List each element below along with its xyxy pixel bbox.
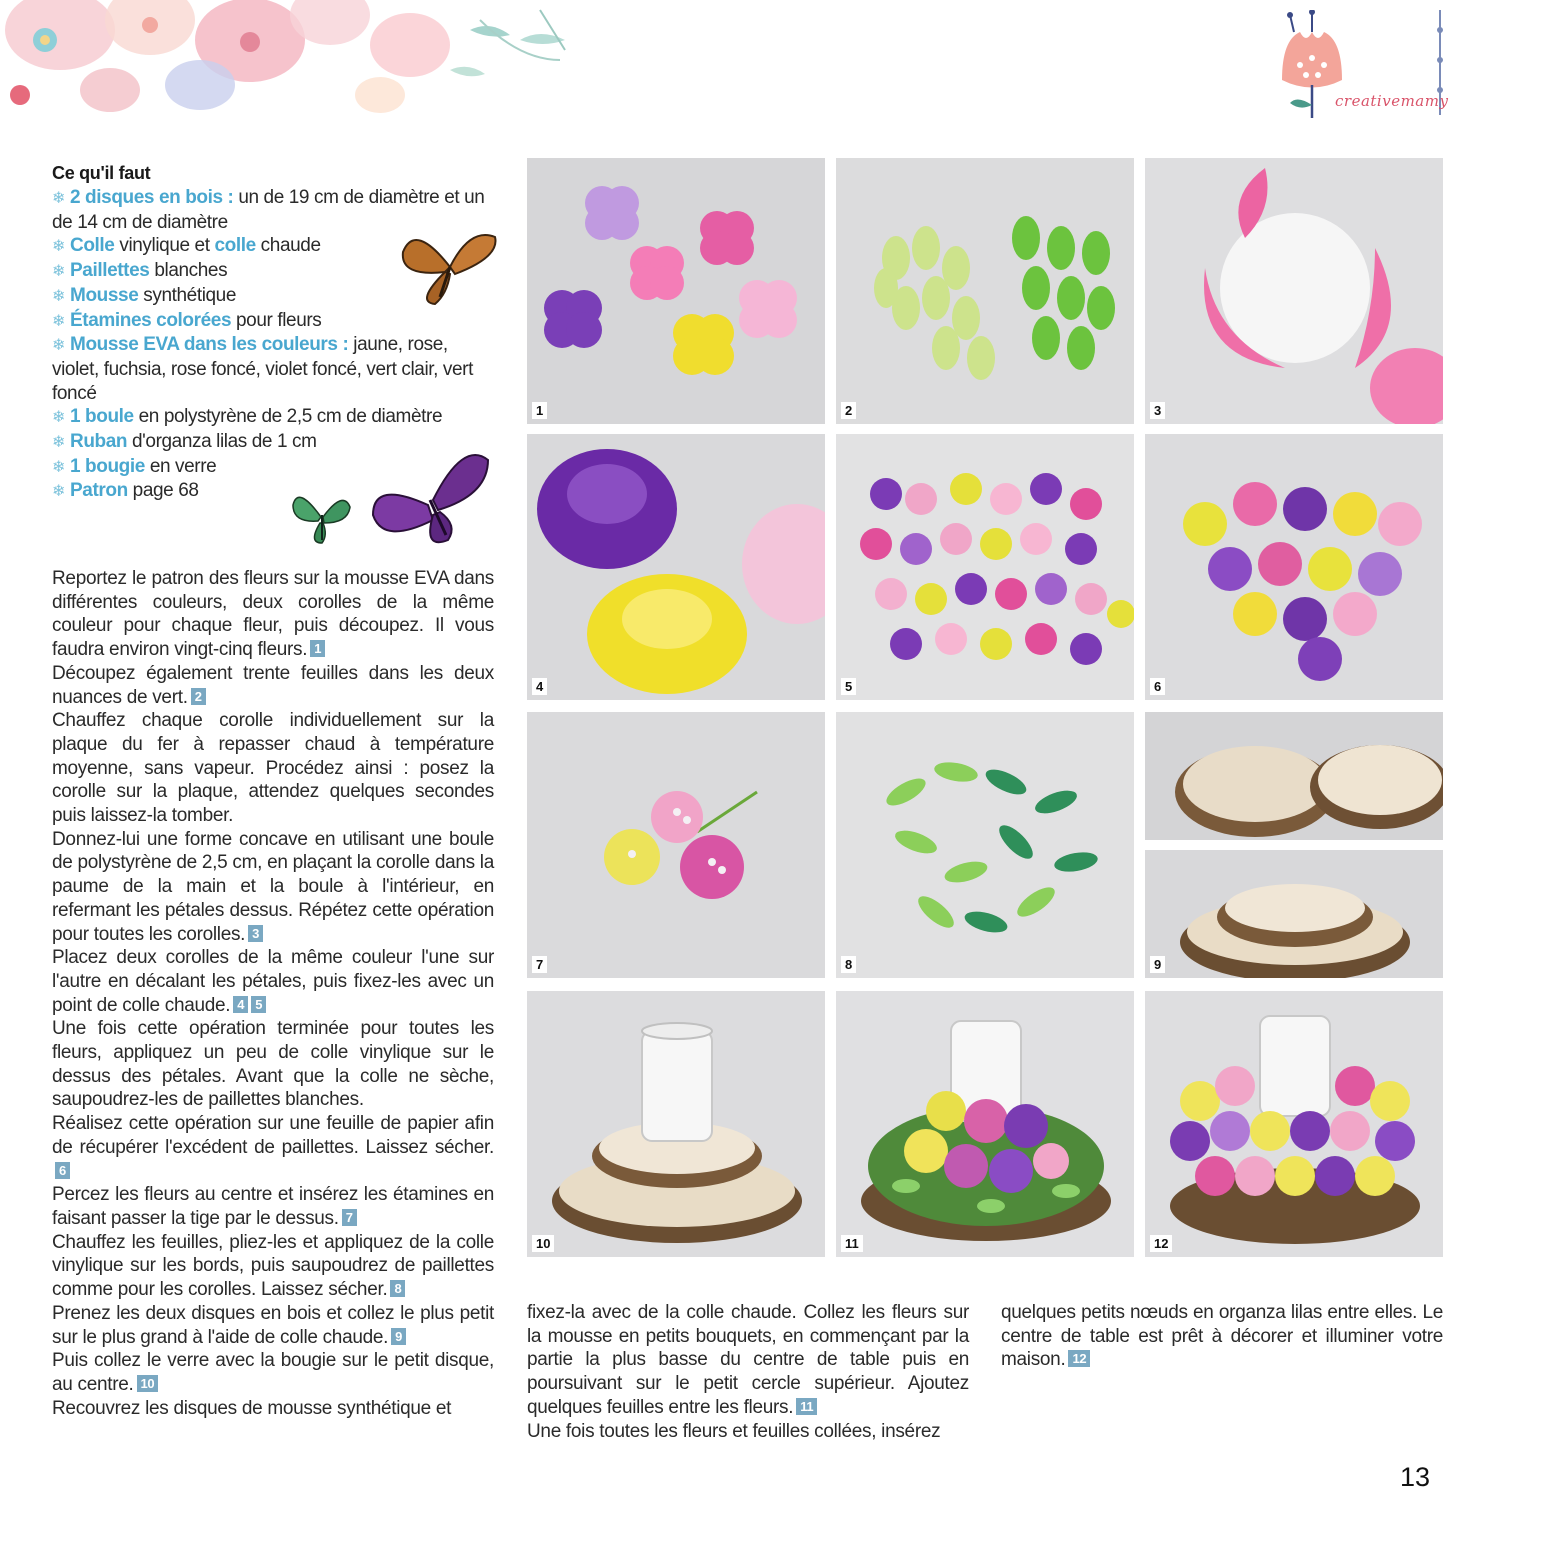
photo-step-2 xyxy=(836,158,1134,424)
photo-step-1 xyxy=(527,158,825,424)
photo-number: 2 xyxy=(841,402,856,419)
photo-number: 9 xyxy=(1150,956,1165,973)
photo-step-3 xyxy=(1145,158,1443,424)
material-item: ❄ Patron page 68 xyxy=(52,480,199,502)
step-badge: 3 xyxy=(248,925,263,942)
instruction-paragraph: Placez deux corolles de la même couleur l'une sur l'autre en décalant les pétales, puis fixez-les avec un point de colle chaude. 4 5 xyxy=(52,947,494,1016)
photo-step-5 xyxy=(836,434,1134,700)
instruction-paragraph: Une fois cette opération terminée pour toutes les fleurs, appliquez un peu de colle vinylique sur le dessus des pétales. Avant que la colle ne sèche, saupoudrez-les de paillettes blanches. xyxy=(52,1018,494,1111)
photo-number: 7 xyxy=(532,956,547,973)
instruction-paragraph: Chauffez chaque corolle individuellement sur la plaque du fer à repasser chaud à température moyenne, sans vapeur. Procédez ainsi : posez la corolle sur la plaque, attendez quelques secondes puis laissez-la tomber. xyxy=(52,710,494,827)
photo-step-8 xyxy=(836,712,1134,978)
step-badge: 12 xyxy=(1068,1350,1090,1367)
snowflake-icon: ❄ xyxy=(52,312,66,330)
page-number: 13 xyxy=(1400,1462,1431,1492)
snowflake-icon: ❄ xyxy=(52,337,66,355)
photo-step-9 xyxy=(1145,712,1443,978)
instruction-paragraph: Réalisez cette opération sur une feuille de papier afin de récupérer l'excédent de paillettes. Laissez sécher.6 xyxy=(52,1113,494,1178)
instructions-column-2 xyxy=(527,1301,969,1443)
photo-number: 4 xyxy=(532,678,547,695)
material-item: ❄ 1 boule en polystyrène de 2,5 cm de diamètre xyxy=(52,406,443,428)
material-item: ❄ 1 bougie en verre xyxy=(52,455,217,477)
material-item: ❄ 2 disques en bois : un de 19 cm de diamètre et un de 14 cm de diamètre xyxy=(52,187,485,233)
instruction-paragraph: Reportez le patron des fleurs sur la mousse EVA dans différentes couleurs, deux corolles de la même couleur pour chaque fleur, puis découpez. Il vous faudra environ vingt-cinq fleurs. 1 xyxy=(52,568,494,661)
material-item: ❄ Mousse synthétique xyxy=(52,284,237,306)
instruction-paragraph: fixez-la avec de la colle chaude. Collez les fleurs sur la mousse en petits bouquets, en commençant par la partie la plus basse du centre de table puis en poursuivant sur le petit cercle supérieur. Ajoutez quelques feuilles entre les fleurs. 11 xyxy=(527,1302,969,1418)
step-badge: 7 xyxy=(342,1209,357,1226)
floral-header-decoration xyxy=(0,0,590,150)
snowflake-icon: ❄ xyxy=(52,190,66,207)
photo-step-10 xyxy=(527,991,825,1257)
material-item: ❄ Mousse EVA dans les couleurs : jaune, rose, violet, fuchsia, rose foncé, violet foncé, vert clair, vert foncé xyxy=(52,334,473,404)
photo-number: 5 xyxy=(841,678,856,695)
instruction-paragraph: Percez les fleurs au centre et insérez les étamines en faisant passer la tige par le dessus. 7 xyxy=(52,1184,494,1229)
instruction-paragraph: Recouvrez les disques de mousse synthétique et xyxy=(52,1397,452,1419)
logo-text: creativemamy xyxy=(1335,92,1449,110)
step-badge: 2 xyxy=(191,688,206,705)
photo-number: 8 xyxy=(841,956,856,973)
photo-number: 3 xyxy=(1150,402,1165,419)
photo-step-6 xyxy=(1145,434,1443,700)
instruction-paragraph: Prenez les deux disques en bois et collez le plus petit sur le plus grand à l'aide de colle chaude. 9 xyxy=(52,1302,494,1348)
snowflake-icon: ❄ xyxy=(52,263,66,281)
butterfly-green-illustration xyxy=(288,485,354,547)
instruction-paragraph: Donnez-lui une forme concave en utilisant une boule de polystyrène de 2,5 cm, en plaçant la corolle dans la paume de la main et la boule à l'intérieur, en refermant les pétales dessus. Répétez cette opération pour toutes les corolles. 3 xyxy=(52,828,494,945)
step-badge: 6 xyxy=(55,1162,70,1179)
instruction-paragraph: Découpez également trente feuilles dans les deux nuances de vert. 2 xyxy=(52,662,494,708)
instructions-column-1 xyxy=(52,567,494,1420)
step-badge: 9 xyxy=(391,1328,406,1345)
material-item: ❄ Ruban d'organza lilas de 1 cm xyxy=(52,431,317,453)
step-badge: 10 xyxy=(137,1375,159,1392)
step-badge: 4 xyxy=(233,996,248,1013)
photo-step-4 xyxy=(527,434,825,700)
photo-step-12 xyxy=(1145,991,1443,1257)
material-item: ❄ Paillettes blanches xyxy=(52,260,228,282)
step-badge: 8 xyxy=(390,1280,405,1297)
instruction-paragraph: quelques petits nœuds en organza lilas entre elles. Le centre de table est prêt à décorer et illuminer votre maison. 12 xyxy=(1001,1302,1443,1371)
snowflake-icon: ❄ xyxy=(52,238,66,256)
photo-number: 6 xyxy=(1150,678,1165,695)
material-item: ❄ Colle vinylique et colle chaude xyxy=(52,235,321,257)
snowflake-icon: ❄ xyxy=(52,434,66,452)
snowflake-icon: ❄ xyxy=(52,458,66,476)
snowflake-icon: ❄ xyxy=(52,483,66,501)
material-item: ❄ Étamines colorées pour fleurs xyxy=(52,309,322,331)
step-badge: 5 xyxy=(251,996,266,1013)
step-badge: 1 xyxy=(310,640,325,657)
snowflake-icon: ❄ xyxy=(52,287,66,305)
photo-number: 12 xyxy=(1150,1235,1172,1252)
step-badge: 11 xyxy=(796,1398,817,1415)
photo-number: 10 xyxy=(532,1235,554,1252)
materials-title: Ce qu'il faut xyxy=(52,163,151,183)
butterfly-purple-illustration xyxy=(368,440,493,550)
instruction-paragraph: Une fois toutes les fleurs et feuilles collées, insérez xyxy=(527,1420,941,1442)
photo-step-11 xyxy=(836,991,1134,1257)
instruction-paragraph: Chauffez les feuilles, pliez-les et appliquez de la colle vinylique sur les bords, puis saupoudrez de paillettes comme pour les corolles. Laissez sécher. 8 xyxy=(52,1231,494,1301)
instruction-paragraph: Puis collez le verre avec la bougie sur le petit disque, au centre. 10 xyxy=(52,1350,494,1395)
photo-step-7 xyxy=(527,712,825,978)
photo-number: 1 xyxy=(532,402,547,419)
butterfly-orange-illustration xyxy=(395,222,503,307)
snowflake-icon: ❄ xyxy=(52,409,66,427)
instructions-column-3 xyxy=(1001,1301,1443,1372)
photo-number: 11 xyxy=(841,1235,863,1252)
